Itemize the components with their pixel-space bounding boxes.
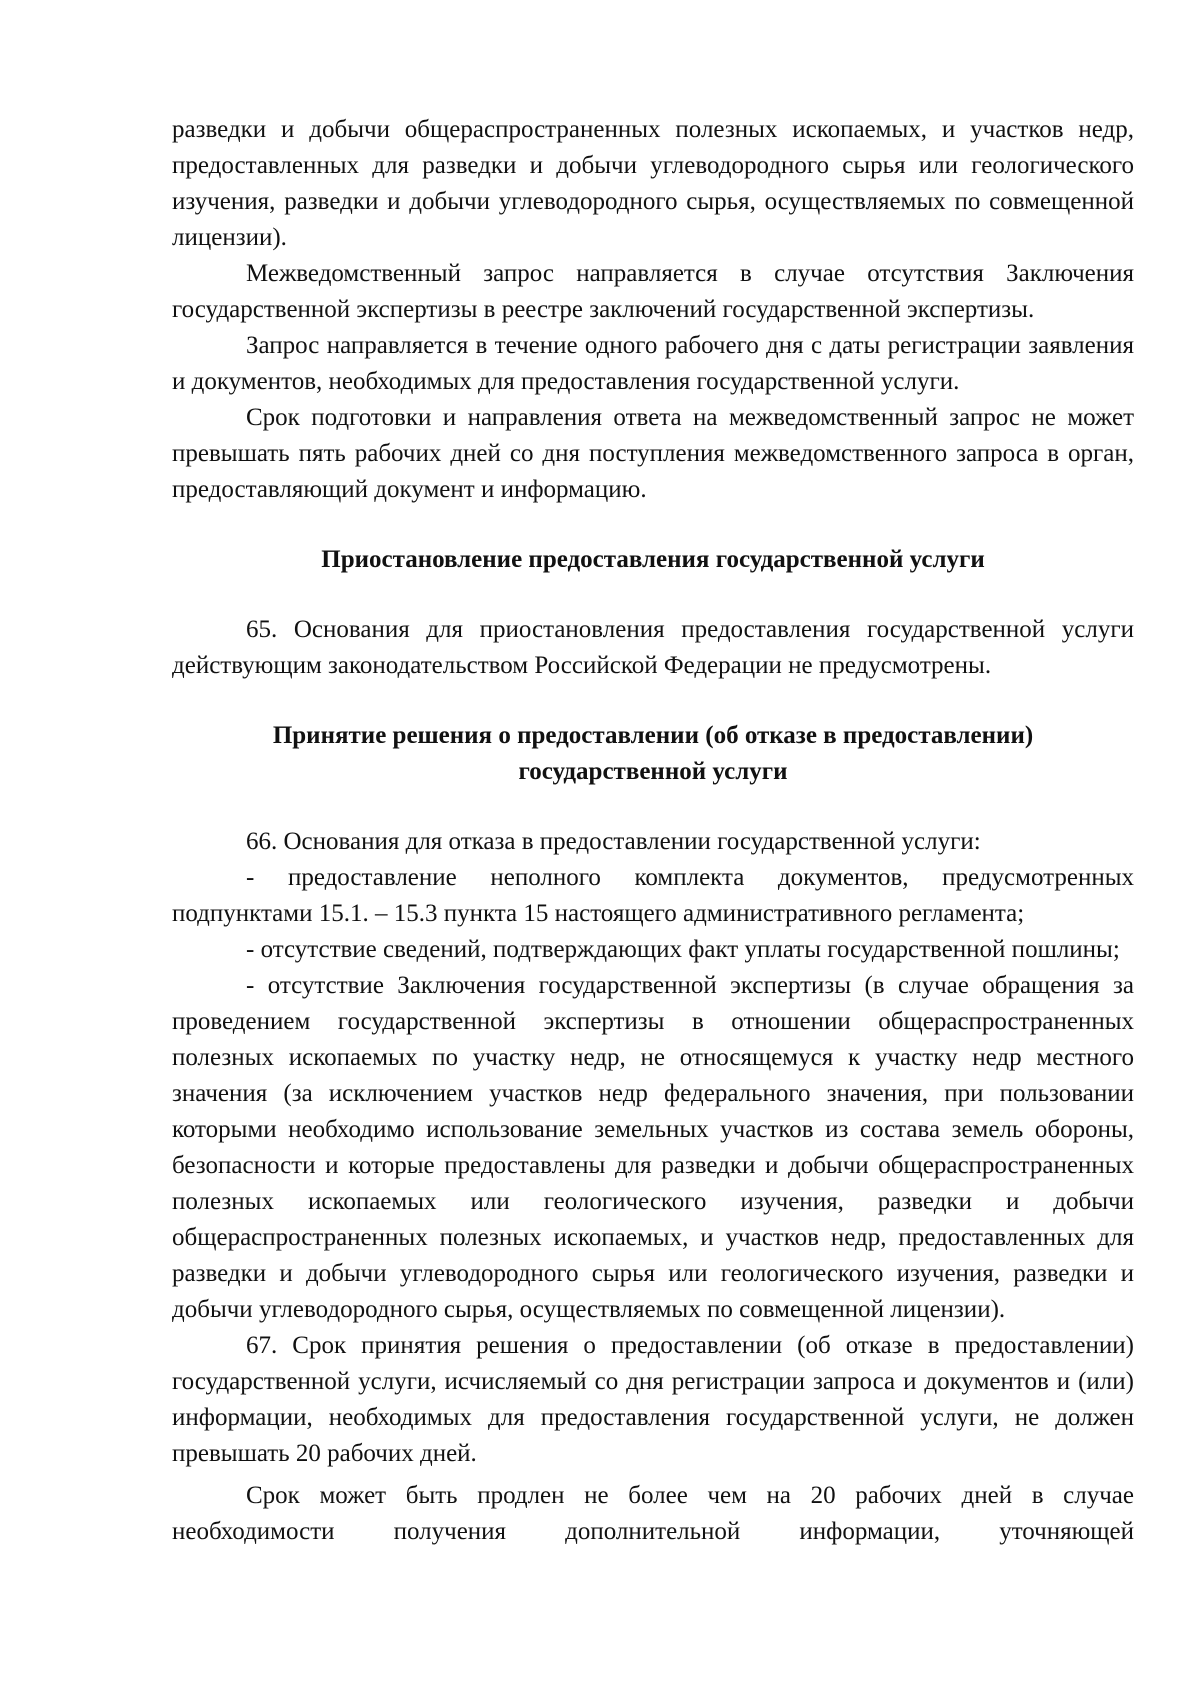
paragraph-item-66: 66. Основания для отказа в предоставлении государственной услуги:: [246, 828, 981, 855]
paragraph-continuation: разведки и добычи общераспространенных полезных ископаемых, и участков недр, предоставленных для разведки и добычи углеводородного сырья или геологического изучения, разведки и добычи углеводородного сырья, осуществляемых по совмещенной лицензии).: [172, 116, 1134, 251]
list-item-incomplete-documents: - предоставление неполного комплекта документов, предусмотренных подпунктами 15.1. – 15.3 пункта 15 настоящего административного регламента;: [172, 864, 1134, 927]
paragraph-request-timing: Запрос направляется в течение одного рабочего дня с даты регистрации заявления и документов, необходимых для предоставления государственной услуги.: [172, 332, 1134, 395]
section-heading-decision-line2: государственной услуги: [518, 758, 788, 785]
paragraph-item-67: 67. Срок принятия решения о предоставлении (об отказе в предоставлении) государственной услуги, исчисляемый со дня регистрации запроса и документов и (или) информации, необходимых для предоставления государственной услуги, не должен превышать 20 рабочих дней.: [172, 1332, 1134, 1467]
section-heading-suspension: Приостановление предоставления государственной услуги: [321, 546, 985, 573]
list-item-no-fee-payment: - отсутствие сведений, подтверждающих факт уплаты государственной пошлины;: [246, 936, 1120, 963]
list-item-no-expert-conclusion: - отсутствие Заключения государственной экспертизы (в случае обращения за проведением государственной экспертизы в отношении общераспространенных полезных ископаемых по участку недр, не относящемуся к участку недр местного значения (за исключением участков недр федерального значения, при пользовании которыми необходимо использование земельных участков из состава земель обороны, безопасности и которые предоставлены для разведки и добычи общераспространенных полезных ископаемых или геологического изучения, разведки и добычи общераспространенных полезных ископаемых, и участков недр, предоставленных для разведки и добычи углеводородного сырья или геологического изучения, разведки и добычи углеводородного сырья, осуществляемых по совмещенной лицензии).: [172, 972, 1134, 1323]
paragraph-response-deadline: Срок подготовки и направления ответа на межведомственный запрос не может превышать пять рабочих дней со дня поступления межведомственного запроса в орган, предоставляющий документ и информацию.: [172, 404, 1134, 503]
section-heading-decision-line1: Принятие решения о предоставлении (об отказе в предоставлении): [272, 722, 1034, 749]
paragraph-interagency-request: Межведомственный запрос направляется в случае отсутствия Заключения государственной экспертизы в реестре заключений государственной экспертизы.: [172, 260, 1134, 323]
section-heading-decision: [172, 718, 1134, 790]
paragraph-item-65: 65. Основания для приостановления предоставления государственной услуги действующим законодательством Российской Федерации не предусмотрены.: [172, 616, 1134, 679]
paragraph-extension: Срок может быть продлен не более чем на 20 рабочих дней в случае необходимости получения дополнительной информации, уточняющей: [172, 1482, 1134, 1545]
